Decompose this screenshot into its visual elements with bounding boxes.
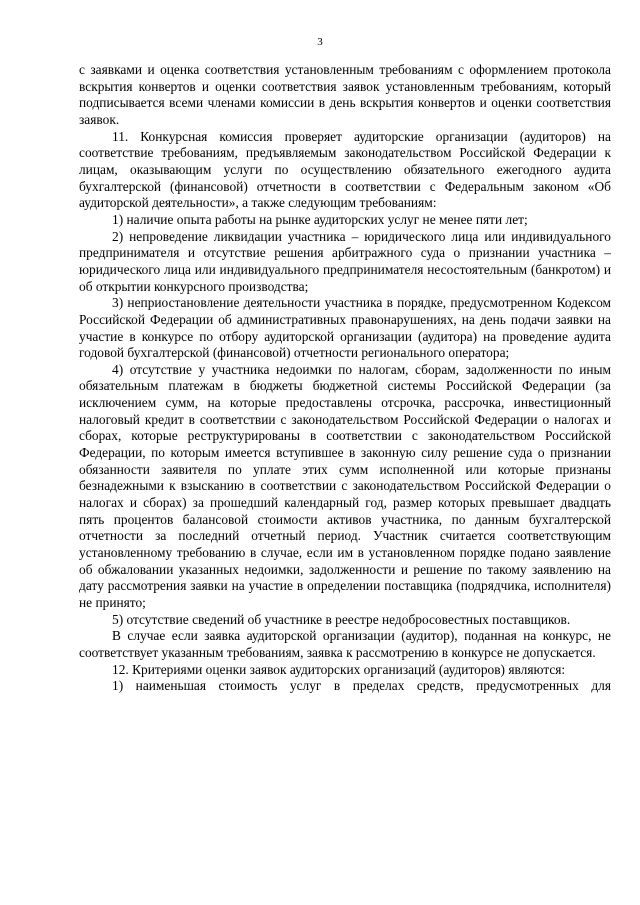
document-body bbox=[79, 62, 611, 695]
page-number: 3 bbox=[317, 36, 323, 48]
paragraph-continuation: с заявками и оценка соответствия установленным требованиям с оформлением протокола вскрытия конвертов и оценки соответствия заявок установленным требованиям, который подписывается всеми членами комиссии в день вскрытия конвертов и оценки соответствия заявок. bbox=[79, 62, 611, 127]
paragraph-item-2: 2) непроведение ликвидации участника – юридического лица или индивидуального предпринимателя и отсутствие решения арбитражного суда о признании участника – юридического лица или индивидуального предпринимателя несостоятельным (банкротом) и об открытии конкурсного производства; bbox=[79, 228, 611, 294]
paragraph-item-5: 5) отсутствие сведений об участнике в реестре недобросовестных поставщиков. bbox=[112, 611, 571, 627]
paragraph-criterion-1: 1) наименьшая стоимость услуг в пределах средств, предусмотренных для bbox=[112, 678, 611, 694]
paragraph-nonconformity: В случае если заявка аудиторской организации (аудитор), поданная на конкурс, не соответствует указанным требованиям, заявка к рассмотрению в конкурсе не допускается. bbox=[79, 628, 611, 660]
paragraph-item-3: 3) неприостановление деятельности участника в порядке, предусмотренном Кодексом Российской Федерации об административных правонарушениях, на день подачи заявки на участие в конкурсе по отбору аудиторской организации (аудитора) на проведение аудита годовой бухгалтерской (финансовой) отчетности регионального оператора; bbox=[79, 295, 611, 361]
paragraph-clause-11: 11. Конкурсная комиссия проверяет аудиторские организации (аудиторов) на соответствие требованиям, предъявляемым законодательством Российской Федерации к лицам, оказывающим услуги по осуществлению обязательного ежегодного аудита бухгалтерской (финансовой) отчетности в соответствии с Федеральным законом «Об аудиторской деятельности», а также следующим требованиям: bbox=[79, 128, 611, 211]
paragraph-item-1: 1) наличие опыта работы на рынке аудиторских услуг не менее пяти лет; bbox=[112, 211, 528, 227]
paragraph-item-4: 4) отсутствие у участника недоимки по налогам, сборам, задолженности по иным обязательным платежам в бюджеты бюджетной системы Российской Федерации (за исключением сумм, на которые предоставлены отсрочка, рассрочка, инвестиционный налоговый кредит в соответствии с законодательством Российской Федерации о налогах и сборах, которые реструктурированы в соответствии с законодательством Российской Федерации, по которым имеется вступившее в законную силу решение суда о признании обязанности заявителя по уплате этих сумм исполненной или которые признаны безнадежными к взысканию в соответствии с законодательством Российской Федерации о налогах и сборах) за прошедший календарный год, размер которых превышает двадцать пять процентов балансовой стоимости активов участника, по данным бухгалтерской отчетности за последний отчетный период. Участник считается соответствующим установленному требованию в случае, если им в установленном порядке подано заявление об обжаловании указанных недоимки, задолженности и решение по такому заявлению на дату рассмотрения заявки на участие в определении поставщика (подрядчика, исполнителя) не принято; bbox=[79, 361, 611, 610]
paragraph-clause-12: 12. Критериями оценки заявок аудиторских организаций (аудиторов) являются: bbox=[112, 661, 566, 677]
